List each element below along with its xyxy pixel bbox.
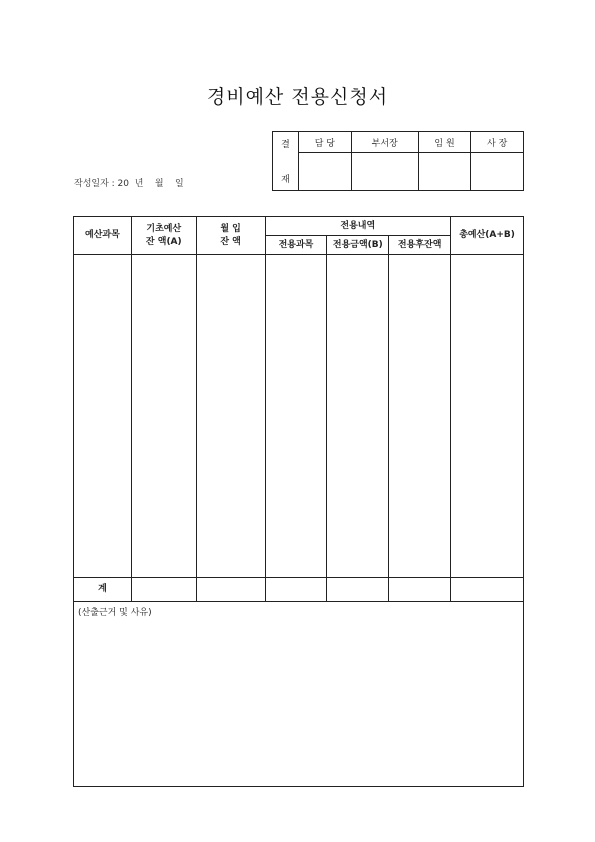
col-budget-item: 예산과목 <box>74 217 132 255</box>
cell-transfer-balance[interactable] <box>389 255 451 578</box>
total-total-budget[interactable] <box>451 578 524 602</box>
total-base-budget[interactable] <box>131 578 196 602</box>
total-transfer-amount[interactable] <box>327 578 389 602</box>
approval-sign-president[interactable] <box>471 153 524 191</box>
date-line: 작성일자 : 20 년 월 일 <box>74 179 184 189</box>
total-row-label: 계 <box>74 578 132 602</box>
col-transfer-group: 전용내역 <box>265 217 451 236</box>
col-transfer-amount: 전용금액(B) <box>327 236 389 255</box>
budget-transfer-table <box>73 216 524 787</box>
col-total-budget: 총예산(A+B) <box>451 217 524 255</box>
total-transfer-balance[interactable] <box>389 578 451 602</box>
col-base-budget-line2: 잔 액(A) <box>145 236 182 247</box>
note-label: (산출근거 및 사유) <box>78 608 152 618</box>
document-title: 경비예산 전용신청서 <box>206 86 389 108</box>
col-monthly-balance-line1: 월 입 <box>220 223 241 234</box>
approval-header-dept-head: 부서장 <box>351 132 418 153</box>
total-monthly-balance[interactable] <box>196 578 265 602</box>
approval-header-president: 사 장 <box>471 132 524 153</box>
cell-transfer-amount[interactable] <box>327 255 389 578</box>
approval-sign-staff[interactable] <box>299 153 352 191</box>
approval-header-executive: 임 원 <box>418 132 471 153</box>
cell-budget-item[interactable] <box>74 255 132 578</box>
col-base-budget <box>131 217 196 255</box>
approval-table <box>272 131 524 191</box>
approval-label-top: 결 <box>281 140 290 150</box>
approval-header-staff: 담 당 <box>299 132 352 153</box>
cell-total-budget[interactable] <box>451 255 524 578</box>
approval-label-bottom: 재 <box>281 175 290 185</box>
note-area[interactable] <box>74 602 524 787</box>
approval-sign-dept-head[interactable] <box>351 153 418 191</box>
col-transfer-item: 전용과목 <box>265 236 327 255</box>
cell-base-budget[interactable] <box>131 255 196 578</box>
col-transfer-balance: 전용후잔액 <box>389 236 451 255</box>
col-monthly-balance <box>196 217 265 255</box>
approval-sign-executive[interactable] <box>418 153 471 191</box>
col-base-budget-line1: 기초예산 <box>146 223 182 234</box>
cell-transfer-item[interactable] <box>265 255 327 578</box>
total-transfer-item[interactable] <box>265 578 327 602</box>
approval-label <box>273 132 299 191</box>
col-monthly-balance-line2: 잔 액 <box>220 236 241 247</box>
cell-monthly-balance[interactable] <box>196 255 265 578</box>
